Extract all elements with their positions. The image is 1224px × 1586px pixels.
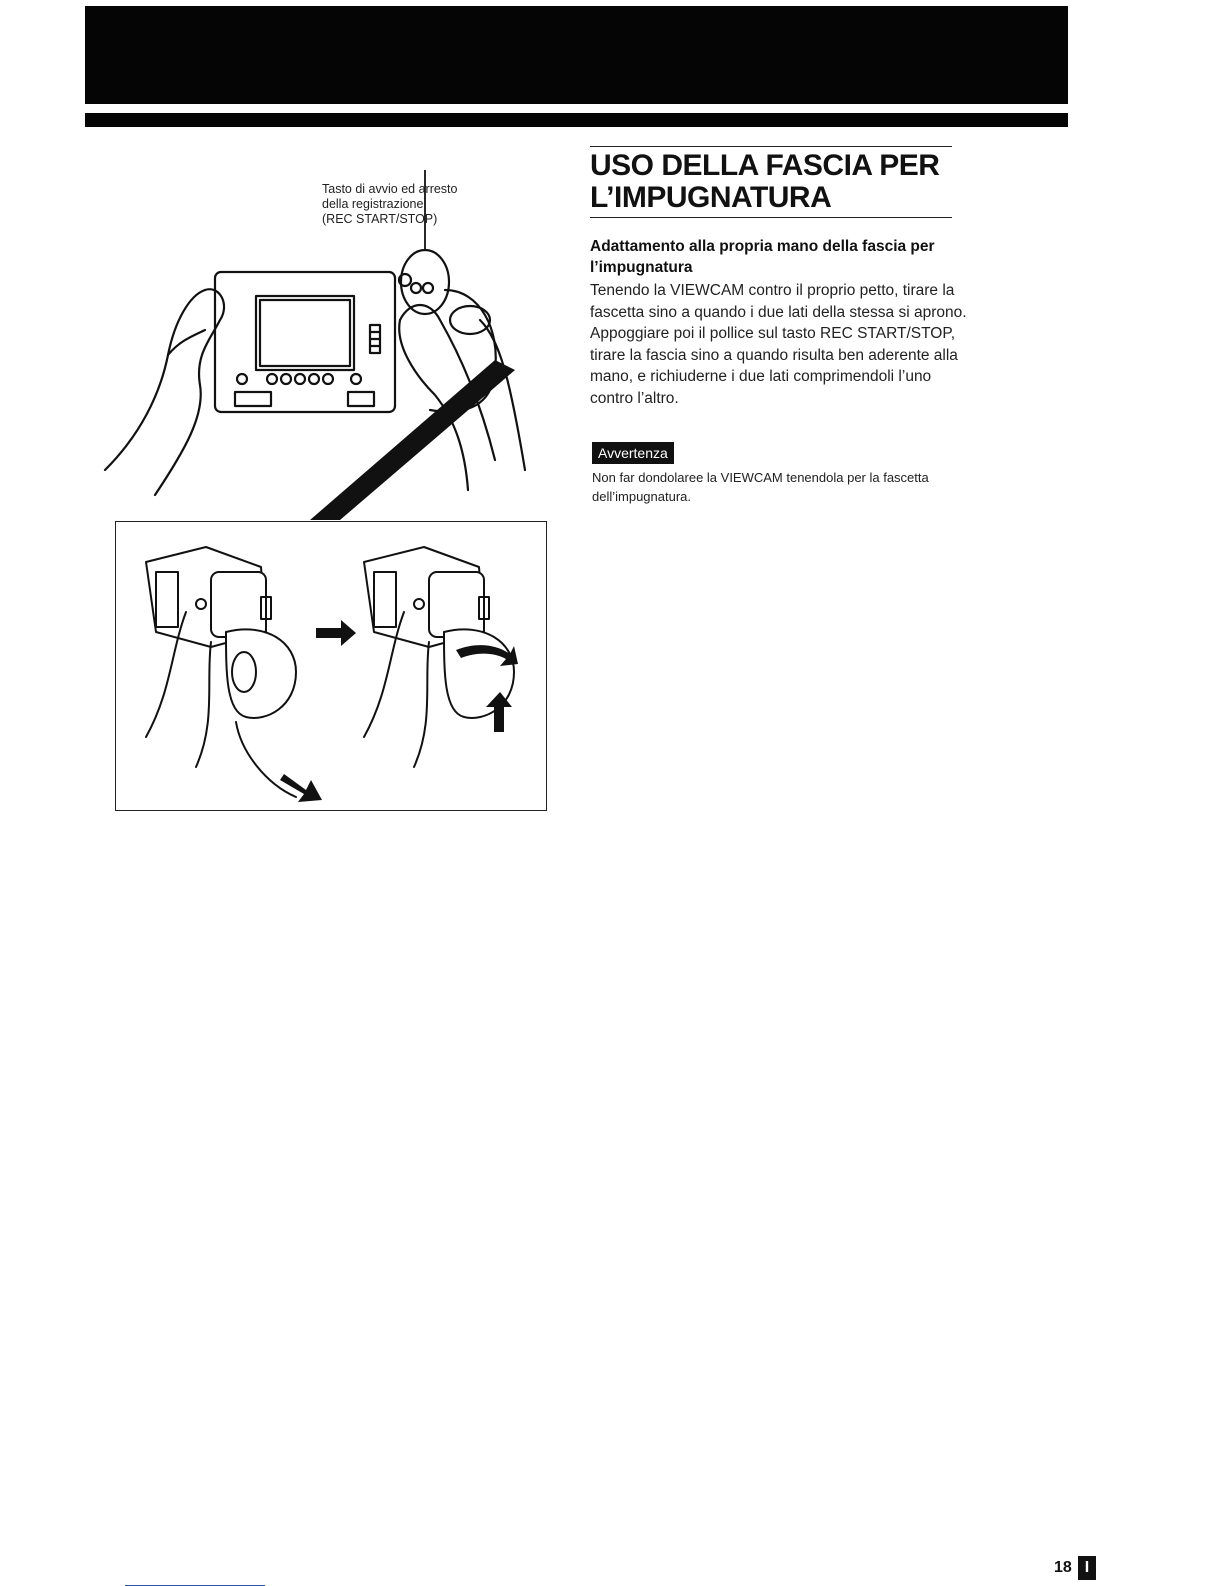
warning-line: Non far dondolaree la VIEWCAM tenendola per la fascetta (592, 470, 929, 485)
strap-steps-illustration (116, 522, 548, 812)
body-line: contro l’altro. (590, 389, 679, 407)
subtitle-line: l’impugnatura (590, 259, 693, 276)
callout-line: della registrazione (322, 197, 424, 211)
header-band (85, 6, 1068, 104)
section-body (590, 280, 1030, 409)
body-line: Appoggiare poi il pollice sul tasto REC START/STOP, (590, 325, 955, 342)
language-badge: I (1078, 1556, 1096, 1580)
section-title (590, 150, 990, 214)
warning-line: dell’impugnatura. (592, 489, 692, 504)
arrow-right-icon (316, 620, 356, 646)
body-line: mano, e richiuderne i due lati comprimendoli l’uno (590, 368, 932, 385)
header-rule (85, 113, 1068, 127)
pull-arrow-icon (280, 774, 322, 802)
body-line: tirare la fascia sino a quando risulta ben aderente alla (590, 346, 958, 364)
title-rule-bottom (590, 217, 952, 218)
strap-detail-box (115, 521, 547, 811)
title-line: L’IMPUGNATURA (590, 181, 832, 214)
page-number: 18 (1054, 1559, 1072, 1576)
warning-text (592, 468, 1032, 506)
callout-line: (REC START/STOP) (322, 212, 438, 226)
section-subtitle (590, 236, 1030, 278)
title-rule-top (590, 146, 952, 147)
body-line: fascetta sino a quando i due lati della stessa si aprono. (590, 303, 967, 321)
callout-line: Tasto di avvio ed arresto (322, 182, 458, 196)
title-line: USO DELLA FASCIA PER (590, 149, 940, 182)
body-line: Tenendo la VIEWCAM contro il proprio petto, tirare la (590, 282, 955, 299)
rec-button-callout (322, 182, 522, 227)
subtitle-line: Adattamento alla propria mano della fascia per (590, 238, 935, 255)
warning-badge: Avvertenza (592, 442, 674, 464)
